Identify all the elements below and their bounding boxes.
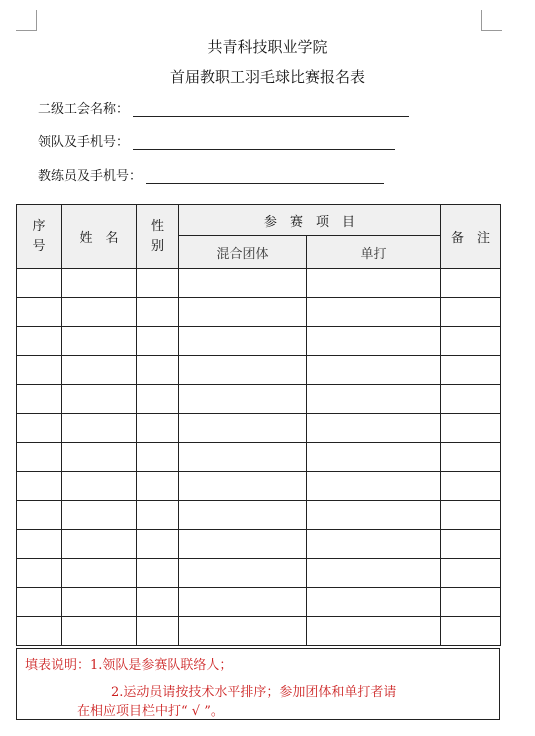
header-singles: 单打 (307, 236, 441, 269)
note-line-1: 填表说明：1.领队是参赛队联络人； (25, 658, 233, 673)
page-corner-mark-top-left (16, 10, 37, 31)
cell-serial-no[interactable] (17, 327, 62, 356)
cell-mixed-team[interactable] (179, 472, 307, 501)
cell-singles[interactable] (307, 327, 441, 356)
coach-phone-label: 教练员及手机号： (38, 169, 143, 184)
cell-remarks[interactable] (441, 501, 501, 530)
header-name: 姓 名 (62, 205, 137, 269)
table-row (17, 559, 501, 588)
cell-serial-no[interactable] (17, 588, 62, 617)
cell-remarks[interactable] (441, 559, 501, 588)
cell-singles[interactable] (307, 414, 441, 443)
cell-singles[interactable] (307, 559, 441, 588)
cell-gender[interactable] (137, 356, 179, 385)
header-mixed-team: 混合团体 (179, 236, 307, 269)
cell-remarks[interactable] (441, 530, 501, 559)
table-row (17, 472, 501, 501)
cell-gender[interactable] (137, 559, 179, 588)
cell-gender[interactable] (137, 443, 179, 472)
header-remarks: 备 注 (441, 205, 501, 269)
cell-serial-no[interactable] (17, 501, 62, 530)
table-row (17, 530, 501, 559)
cell-mixed-team[interactable] (179, 443, 307, 472)
cell-name[interactable] (62, 588, 137, 617)
cell-singles[interactable] (307, 501, 441, 530)
cell-gender[interactable] (137, 501, 179, 530)
header-events: 参 赛 项 目 (179, 205, 441, 236)
cell-singles[interactable] (307, 617, 441, 646)
org-title: 共青科技职业学院 (207, 38, 328, 56)
cell-gender[interactable] (137, 385, 179, 414)
cell-name[interactable] (62, 530, 137, 559)
cell-singles[interactable] (307, 298, 441, 327)
cell-name[interactable] (62, 617, 137, 646)
cell-gender[interactable] (137, 414, 179, 443)
table-row (17, 617, 501, 646)
note-line-2: 2.运动员请按技术水平排序；参加团体和单打者请 (111, 685, 397, 700)
cell-serial-no[interactable] (17, 414, 62, 443)
leader-phone-field[interactable] (38, 131, 395, 150)
cell-serial-no[interactable] (17, 269, 62, 298)
cell-mixed-team[interactable] (179, 588, 307, 617)
page-corner-mark-top-right (481, 10, 502, 31)
cell-gender[interactable] (137, 269, 179, 298)
table-row (17, 501, 501, 530)
cell-singles[interactable] (307, 356, 441, 385)
cell-name[interactable] (62, 385, 137, 414)
cell-mixed-team[interactable] (179, 298, 307, 327)
cell-singles[interactable] (307, 472, 441, 501)
cell-remarks[interactable] (441, 327, 501, 356)
cell-gender[interactable] (137, 472, 179, 501)
leader-phone-label: 领队及手机号： (38, 135, 130, 150)
cell-remarks[interactable] (441, 443, 501, 472)
cell-remarks[interactable] (441, 617, 501, 646)
table-row (17, 356, 501, 385)
cell-name[interactable] (62, 356, 137, 385)
cell-singles[interactable] (307, 385, 441, 414)
leader-phone-blank[interactable] (133, 133, 395, 150)
table-row (17, 588, 501, 617)
cell-gender[interactable] (137, 298, 179, 327)
cell-name[interactable] (62, 327, 137, 356)
cell-name[interactable] (62, 269, 137, 298)
cell-serial-no[interactable] (17, 530, 62, 559)
cell-remarks[interactable] (441, 385, 501, 414)
cell-singles[interactable] (307, 443, 441, 472)
cell-name[interactable] (62, 298, 137, 327)
cell-serial-no[interactable] (17, 356, 62, 385)
note-line-3: 在相应项目栏中打“ √ ”。 (77, 704, 224, 719)
table-row (17, 327, 501, 356)
cell-gender[interactable] (137, 327, 179, 356)
table-row (17, 298, 501, 327)
cell-serial-no[interactable] (17, 617, 62, 646)
cell-mixed-team[interactable] (179, 501, 307, 530)
cell-mixed-team[interactable] (179, 617, 307, 646)
cell-mixed-team[interactable] (179, 385, 307, 414)
cell-mixed-team[interactable] (179, 559, 307, 588)
cell-mixed-team[interactable] (179, 530, 307, 559)
cell-remarks[interactable] (441, 414, 501, 443)
cell-name[interactable] (62, 414, 137, 443)
table-row (17, 414, 501, 443)
cell-remarks[interactable] (441, 472, 501, 501)
cell-remarks[interactable] (441, 356, 501, 385)
cell-serial-no[interactable] (17, 559, 62, 588)
cell-remarks[interactable] (441, 588, 501, 617)
table-row (17, 443, 501, 472)
union-name-blank[interactable] (133, 100, 409, 117)
cell-mixed-team[interactable] (179, 327, 307, 356)
form-title: 首届教职工羽毛球比赛报名表 (169, 68, 365, 86)
table-row (17, 269, 501, 298)
cell-serial-no[interactable] (17, 443, 62, 472)
cell-remarks[interactable] (441, 269, 501, 298)
table-row (17, 385, 501, 414)
cell-mixed-team[interactable] (179, 414, 307, 443)
fill-instructions (16, 648, 500, 720)
cell-mixed-team[interactable] (179, 356, 307, 385)
cell-gender[interactable] (137, 588, 179, 617)
registration-table (16, 204, 501, 646)
cell-name[interactable] (62, 501, 137, 530)
cell-serial-no[interactable] (17, 472, 62, 501)
cell-mixed-team[interactable] (179, 269, 307, 298)
cell-singles[interactable] (307, 588, 441, 617)
cell-name[interactable] (62, 559, 137, 588)
cell-singles[interactable] (307, 269, 441, 298)
coach-phone-field[interactable] (38, 165, 384, 184)
cell-serial-no[interactable] (17, 298, 62, 327)
cell-name[interactable] (62, 443, 137, 472)
coach-phone-blank[interactable] (146, 167, 384, 184)
union-name-label: 二级工会名称： (38, 102, 130, 117)
cell-remarks[interactable] (441, 298, 501, 327)
cell-singles[interactable] (307, 530, 441, 559)
cell-serial-no[interactable] (17, 385, 62, 414)
cell-name[interactable] (62, 472, 137, 501)
header-gender: 性 别 (137, 205, 179, 269)
header-serial-no: 序 号 (17, 205, 62, 269)
cell-gender[interactable] (137, 617, 179, 646)
union-name-field[interactable] (38, 98, 409, 117)
cell-gender[interactable] (137, 530, 179, 559)
